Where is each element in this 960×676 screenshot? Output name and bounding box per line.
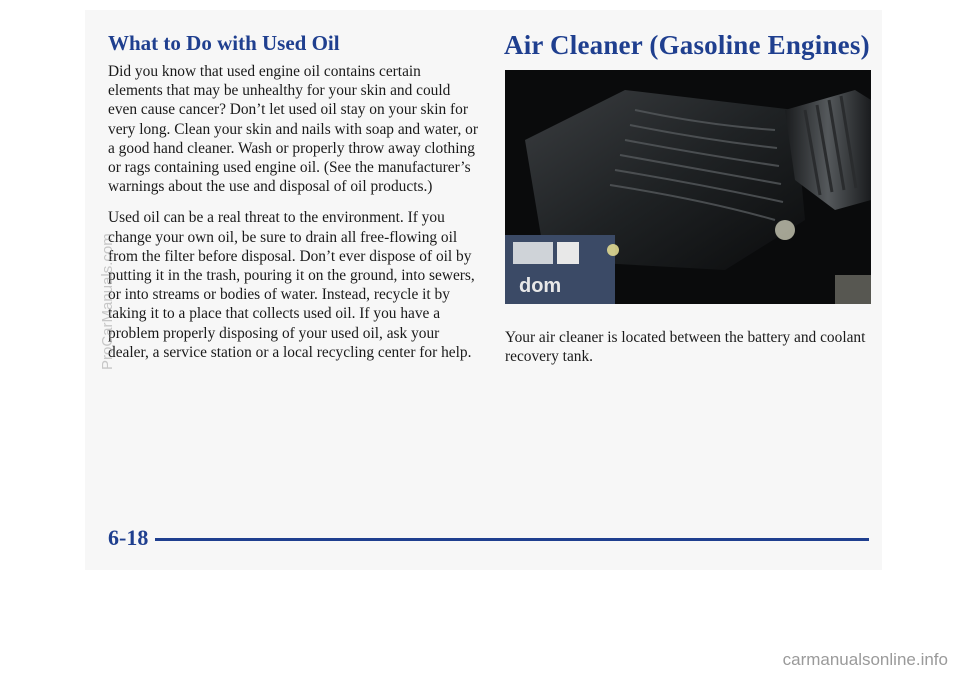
footer-divider <box>155 538 869 541</box>
engine-photo-illustration <box>505 70 871 304</box>
air-cleaner-caption: Your air cleaner is located between the battery and coolant recovery tank. <box>505 329 866 366</box>
battery-label: dom <box>519 275 562 297</box>
used-oil-heading: What to Do with Used Oil <box>108 31 340 55</box>
site-url: carmanualsonline.info <box>782 650 948 669</box>
used-oil-paragraph-1: Did you know that used engine oil contains certain elements that may be unhealthy for your skin and could even cause cancer? Don’t let used oil stay on your skin for very long. Clean your skin and nails with soap and water, or a good hand cleaner. Wash or properly throw away clothing or rags containing used engine oil. (See the manufacturer’s warnings about the use and disposal of oil products.) <box>108 63 478 196</box>
watermark <box>99 210 129 370</box>
engine-air-cleaner-photo <box>505 70 871 304</box>
used-oil-paragraph-2: Used oil can be a real threat to the environment. If you change your own oil, be sure to drain all free-flowing oil from the filter before disposal. Don’t ever dispose of oil by putting it in the trash, pouring it on the ground, into sewers, or into streams or bodies of water. Instead, recycle it by taking it to a place that collects used oil. If you have a problem properly disposing of your used oil, ask your dealer, a service station or a local recycling center for help. <box>108 209 475 361</box>
watermark-text: ProCarManuals.com <box>99 233 116 370</box>
air-cleaner-heading: Air Cleaner (Gasoline Engines) <box>504 30 870 60</box>
right-column <box>504 30 882 60</box>
page-number: 6-18 <box>108 525 149 550</box>
left-column <box>108 30 478 362</box>
